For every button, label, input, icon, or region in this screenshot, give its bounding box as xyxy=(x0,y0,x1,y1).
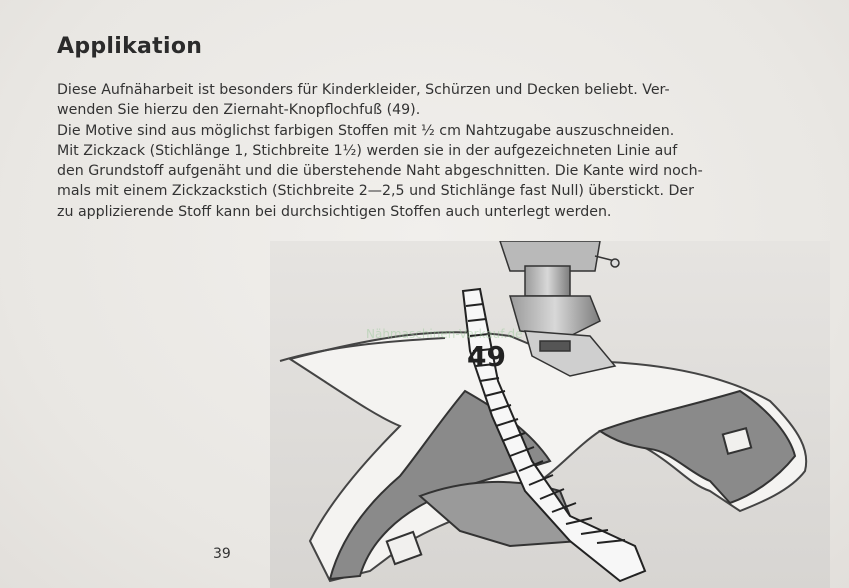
page-title: Applikation xyxy=(57,34,203,59)
text-line: Mit Zickzack (Stichlänge 1, Stichbreite 1½) werden sie in der aufgezeichneten Linie auf xyxy=(57,142,678,159)
instruction-text xyxy=(57,80,807,222)
text-line: den Grundstoff aufgenäht und die überstehende Naht abgeschnitten. Die Kante wird noch- xyxy=(57,163,703,180)
applique-illustration xyxy=(270,241,830,588)
page-number: 39 xyxy=(213,546,231,562)
watermark: Nähmaschinen-Verkauf.de xyxy=(366,327,523,341)
text-line: Diese Aufnäharbeit ist besonders für Kinderkleider, Schürzen und Decken beliebt. Ver- xyxy=(57,82,670,98)
text-line: wenden Sie hierzu den Ziernaht-Knopflochfuß (49). xyxy=(57,102,421,119)
text-line: mals mit einem Zickzackstich (Stichbreite 2—2,5 und Stichlänge fast Null) überstickt. Der xyxy=(57,183,694,200)
figure-label: 49 xyxy=(467,340,506,373)
text-line: zu applizierende Stoff kann bei durchsichtigen Stoffen auch unterlegt werden. xyxy=(57,203,612,220)
text-line: Die Motive sind aus möglichst farbigen Stoffen mit ½ cm Nahtzugabe auszuschneiden. xyxy=(57,122,675,139)
